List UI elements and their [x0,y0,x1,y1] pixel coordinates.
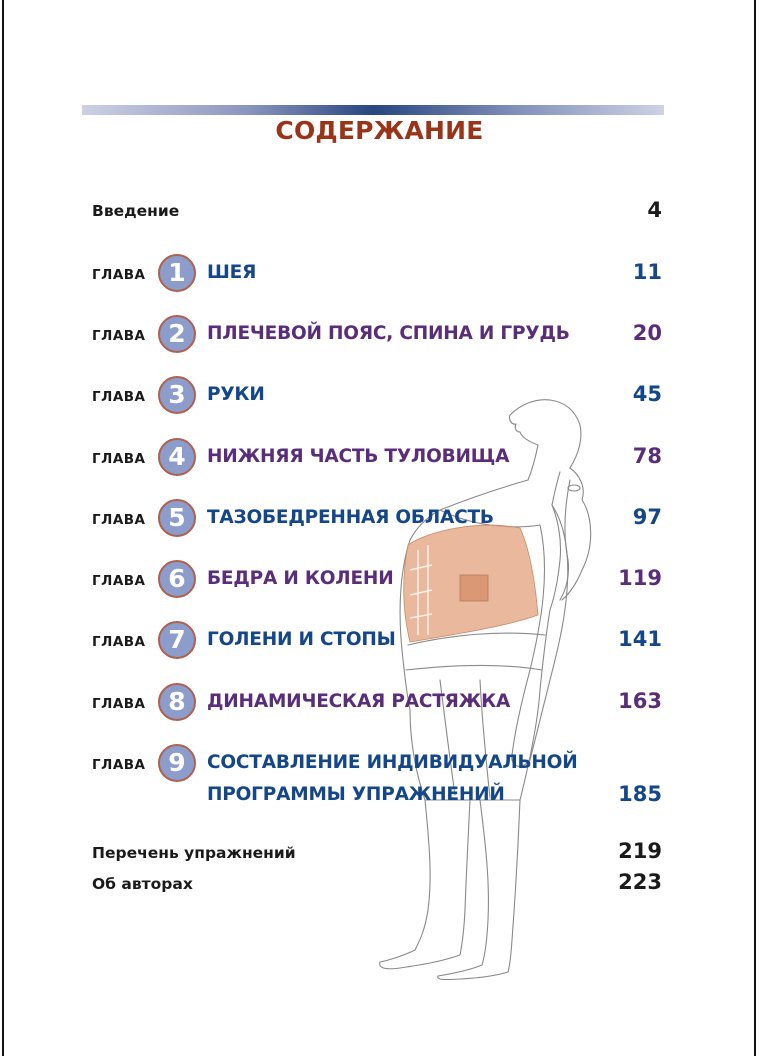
chapter-page-number: 20 [632,321,662,345]
entry-page-number: 4 [647,198,662,222]
chapter-word: ГЛАВА [92,757,146,773]
chapter-number-badge: 6 [158,560,196,598]
entry-page-number: 223 [618,870,662,894]
chapter-title: НИЖНЯЯ ЧАСТЬ ТУЛОВИЩА [207,446,510,467]
chapter-number-badge: 5 [158,499,196,537]
chapter-page-number: 45 [632,382,662,406]
chapter-number-badge: 4 [158,438,196,476]
chapter-title-line-2: ПРОГРАММЫ УПРАЖНЕНИЙ [207,784,505,805]
chapter-number-badge: 7 [158,621,196,659]
chapter-word: ГЛАВА [92,696,146,712]
chapter-page-number: 185 [618,782,662,806]
chapter-page-number: 163 [618,689,662,713]
chapter-number-badge: 2 [158,315,196,353]
chapter-number-badge: 9 [158,744,196,782]
chapter-number-badge: 1 [158,254,196,292]
chapter-title: ТАЗОБЕДРЕННАЯ ОБЛАСТЬ [207,507,494,528]
chapter-word: ГЛАВА [92,267,146,283]
chapter-number-badge: 8 [158,683,196,721]
entry-label: Об авторах [92,875,193,893]
chapter-word: ГЛАВА [92,512,146,528]
chapter-word: ГЛАВА [92,634,146,650]
chapter-word: ГЛАВА [92,328,146,344]
chapter-title: РУКИ [207,384,265,405]
chapter-page-number: 141 [618,627,662,651]
page-border-right [754,0,756,1056]
chapter-page-number: 97 [632,505,662,529]
chapter-title: ГОЛЕНИ И СТОПЫ [207,629,396,650]
chapter-page-number: 11 [632,260,662,284]
entry-label: Введение [92,202,180,220]
chapter-title: БЕДРА И КОЛЕНИ [207,568,394,589]
entry-label: Перечень упражнений [92,844,296,862]
chapter-title: ПЛЕЧЕВОЙ ПОЯС, СПИНА И ГРУДЬ [207,323,570,344]
chapter-title: ДИНАМИЧЕСКАЯ РАСТЯЖКА [207,691,511,712]
chapter-word: ГЛАВА [92,573,146,589]
page-border-left [2,0,4,1056]
chapter-title: ШЕЯ [207,262,257,283]
chapter-page-number: 78 [632,444,662,468]
chapter-page-number: 119 [618,566,662,590]
anatomical-figure-illustration [370,380,630,980]
entry-page-number: 219 [618,839,662,863]
chapter-title-line-1: СОСТАВЛЕНИЕ ИНДИВИДУАЛЬНОЙ [207,752,578,773]
gradient-header-bar [82,105,664,115]
chapter-number-badge: 3 [158,376,196,414]
chapter-word: ГЛАВА [92,451,146,467]
page-title: СОДЕРЖАНИЕ [275,116,484,145]
chapter-word: ГЛАВА [92,389,146,405]
